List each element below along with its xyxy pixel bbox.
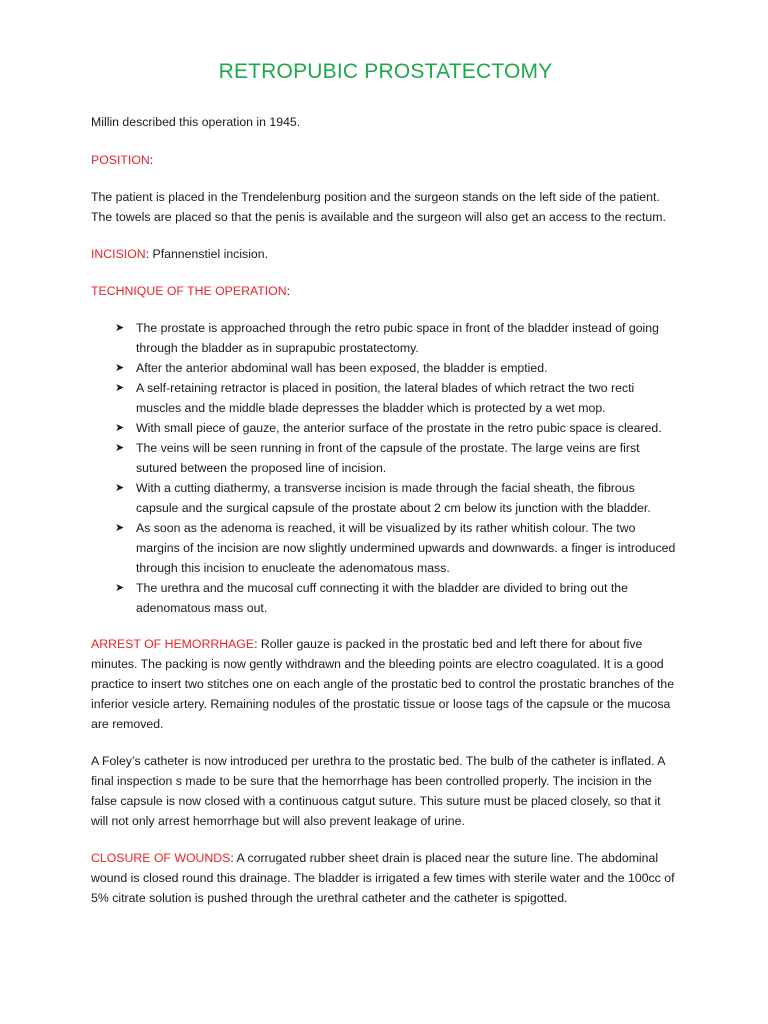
- list-item: ➤ With a cutting diathermy, a transverse incision is made through the facial sheath, the fibrous capsule and the surgical capsule of the prostate about 2 cm below its junction with the bladder.: [115, 478, 680, 518]
- closure-text: : A corrugated rubber sheet drain is placed near the suture line. The abdominal wound is closed round this drainage. The bladder is irrigated a few times with sterile water and the 100cc of 5% citrate solution is pushed through the urethral catheter and the catheter is spigotted.: [91, 851, 675, 905]
- incision-paragraph: [91, 244, 680, 264]
- list-item: ➤ As soon as the adenoma is reached, it will be visualized by its rather whitish colour. The two margins of the incision are now slightly undermined upwards and downwards. a finger is introduced through this incision to enucleate the adenomatous mass.: [115, 518, 680, 578]
- foley-paragraph: A Foley’s catheter is now introduced per urethra to the prostatic bed. The bulb of the catheter is inflated. A final inspection s made to be sure that the hemorrhage has been controlled properly. The incision in the false capsule is now closed with a continuous catgut suture. This suture must be placed closely, so that it will not only arrest hemorrhage but will also prevent leakage of urine.: [91, 754, 665, 828]
- list-item: ➤ A self-retaining retractor is placed in position, the lateral blades of which retract the two recti muscles and the middle blade depresses the bladder which is protected by a wet mop.: [115, 378, 680, 418]
- list-item: ➤ After the anterior abdominal wall has been exposed, the bladder is emptied.: [115, 358, 680, 378]
- technique-list: [91, 318, 680, 618]
- technique-colon: :: [286, 284, 291, 298]
- arrowhead-bullet-icon: ➤: [115, 522, 125, 534]
- list-item: ➤ The veins will be seen running in front of the capsule of the prostate. The large veins are first sutured between the proposed line of incision.: [115, 438, 680, 478]
- arrowhead-bullet-icon: ➤: [115, 422, 125, 434]
- position-text: The patient is placed in the Trendelenburg position and the surgeon stands on the left side of the patient. The towels are placed so that the penis is available and the surgeon will also get an access to the rectum.: [91, 190, 666, 224]
- arrowhead-bullet-icon: ➤: [115, 582, 125, 594]
- closure-heading: CLOSURE OF WOUNDS: [91, 851, 231, 865]
- arrowhead-bullet-icon: ➤: [115, 362, 125, 374]
- document-title: RETROPUBIC PROSTATECTOMY: [218, 60, 553, 83]
- incision-heading: INCISION: [91, 247, 146, 261]
- closure-paragraph: [91, 848, 680, 908]
- position-heading: POSITION: [91, 153, 150, 167]
- position-heading-line: [91, 150, 680, 170]
- arrest-text: : Roller gauze is packed in the prostatic bed and left there for about five minutes. The packing is now gently withdrawn and the bleeding points are electro coagulated. It is a good practice to insert two stitches one on each angle of the prostatic bed to control the prostatic branches of the inferior vesicle artery. Remaining nodules of the prostatic tissue or loose tags of the capsule or the mucosa are removed.: [91, 637, 675, 731]
- technique-heading-line: [91, 281, 680, 301]
- arrowhead-bullet-icon: ➤: [115, 442, 125, 454]
- intro-text: Millin described this operation in 1945.: [91, 115, 301, 129]
- arrest-paragraph: [91, 634, 680, 734]
- list-item: ➤ With small piece of gauze, the anterior surface of the prostate in the retro pubic space is cleared.: [115, 418, 680, 438]
- arrowhead-bullet-icon: ➤: [115, 322, 125, 334]
- arrest-heading: ARREST OF HEMORRHAGE: [91, 637, 255, 651]
- list-item: ➤ The urethra and the mucosal cuff connecting it with the bladder are divided to bring out the adenomatous mass out.: [115, 578, 680, 618]
- position-colon: :: [149, 153, 154, 167]
- arrowhead-bullet-icon: ➤: [115, 482, 125, 494]
- technique-heading: TECHNIQUE OF THE OPERATION: [91, 284, 287, 298]
- incision-text: : Pfannenstiel incision.: [145, 247, 269, 261]
- list-item: ➤ The prostate is approached through the retro pubic space in front of the bladder instead of going through the bladder as in suprapubic prostatectomy.: [115, 318, 680, 358]
- arrowhead-bullet-icon: ➤: [115, 382, 125, 394]
